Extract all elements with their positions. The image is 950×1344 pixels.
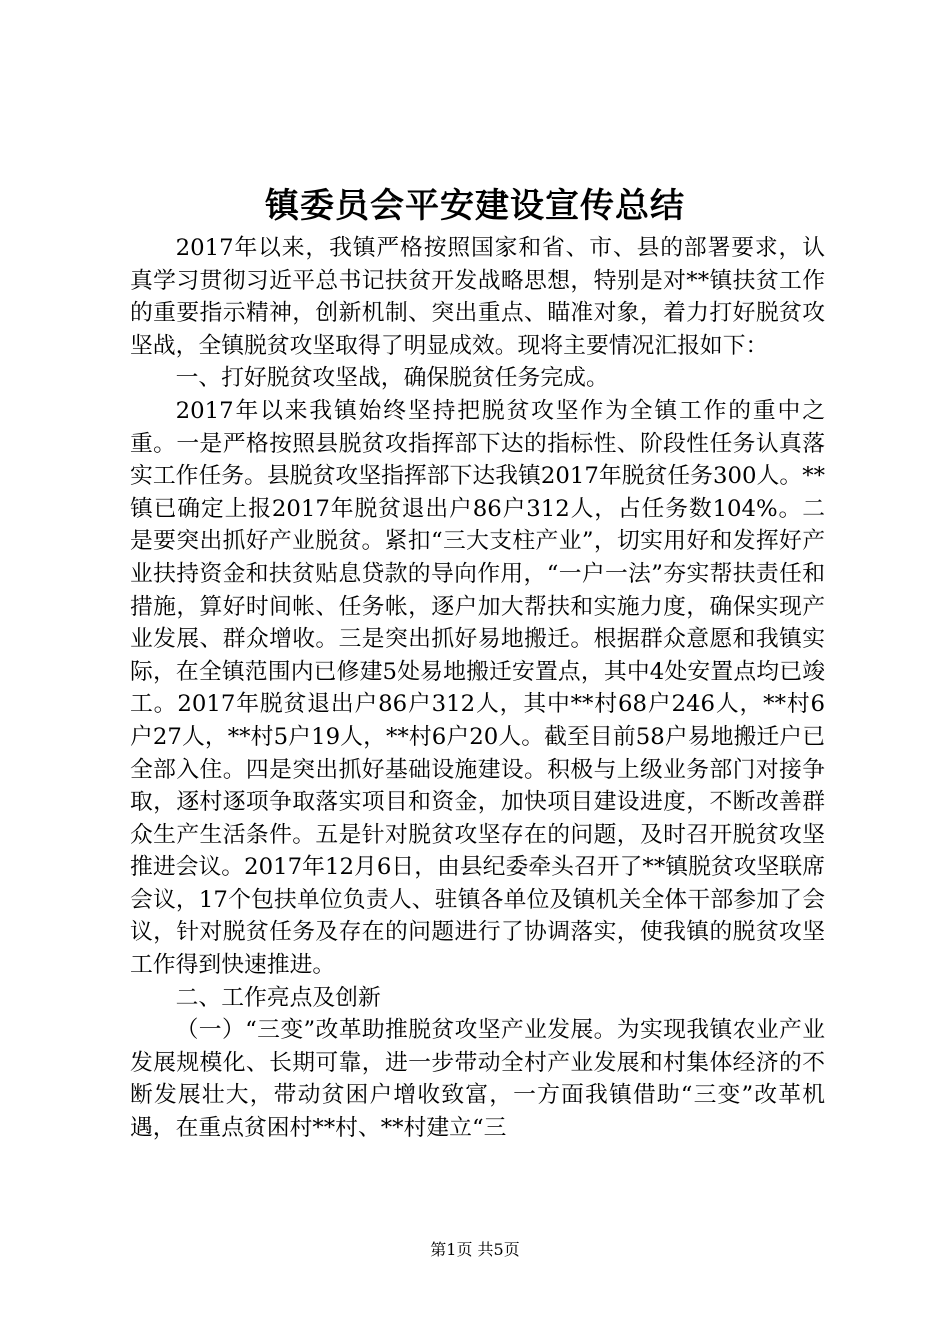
document-title: 镇委员会平安建设宣传总结 <box>265 186 685 226</box>
section-heading-1: 一、打好脱贫攻坚战，确保脱贫任务完成。 <box>175 365 609 392</box>
section-heading-2: 二、工作亮点及创新 <box>175 984 381 1011</box>
paragraph-section-1: 2017年以来我镇始终坚持把脱贫攻坚作为全镇工作的重中之重。一是严格按照县脱贫攻指挥部下达的指标性、阶段性任务认真落实工作任务。县脱贫攻坚指挥部下达我镇2017年脱贫任务300人。**镇已确定上报2017年脱贫退出户86户312人，占任务数104%。二是要突出抓好产业脱贫。紧扣“三大支柱产业”，切实用好和发挥好产业扶持资金和扶贫贴息贷款的导向作用，“一户一法”夯实帮扶责任和措施，算好时间帐、任务帐，逐户加大帮扶和实施力度，确保实现产业发展、群众增收。三是突出抓好易地搬迁。根据群众意愿和我镇实际，在全镇范围内已修建5处易地搬迁安置点，其中4处安置点均已竣工。2017年脱贫退出户86户312人，其中**村68户246人，**村6户27人，**村5户19人，**村6户20人。截至目前58户易地搬迁户已全部入住。四是突出抓好基础设施建设。积极与上级业务部门对接争取，逐村逐项争取落实项目和资金，加快项目建设进度，不断改善群众生产生活条件。五是针对脱贫攻坚存在的问题，及时召开脱贫攻坚推进会议。2017年12月6日，由县纪委牵头召开了**镇脱贫攻坚联席会议，17个包扶单位负责人、驻镇各单位及镇机关全体干部参加了会议，针对脱贫任务及存在的问题进行了协调落实，使我镇的脱贫攻坚工作得到快速推进。 <box>130 397 825 979</box>
page-number-footer: 第1页 共5页 <box>430 1240 520 1259</box>
paragraph-subsection-1: （一）“三变”改革助推脱贫攻坚产业发展。为实现我镇农业产业发展规模化、长期可靠，进一步带动全村产业发展和村集体经济的不断发展壮大，带动贫困户增收致富，一方面我镇借助“三变”改革机遇，在重点贫困村**村、**村建立“三 <box>130 1017 825 1142</box>
paragraph-intro: 2017年以来，我镇严格按照国家和省、市、县的部署要求，认真学习贯彻习近平总书记扶贫开发战略思想，特别是对**镇扶贫工作的重要指示精神，创新机制、突出重点、瞄准对象，着力打好脱贫攻坚战，全镇脱贫攻坚取得了明显成效。现将主要情况汇报如下： <box>130 235 825 359</box>
document-body <box>130 232 825 1145</box>
